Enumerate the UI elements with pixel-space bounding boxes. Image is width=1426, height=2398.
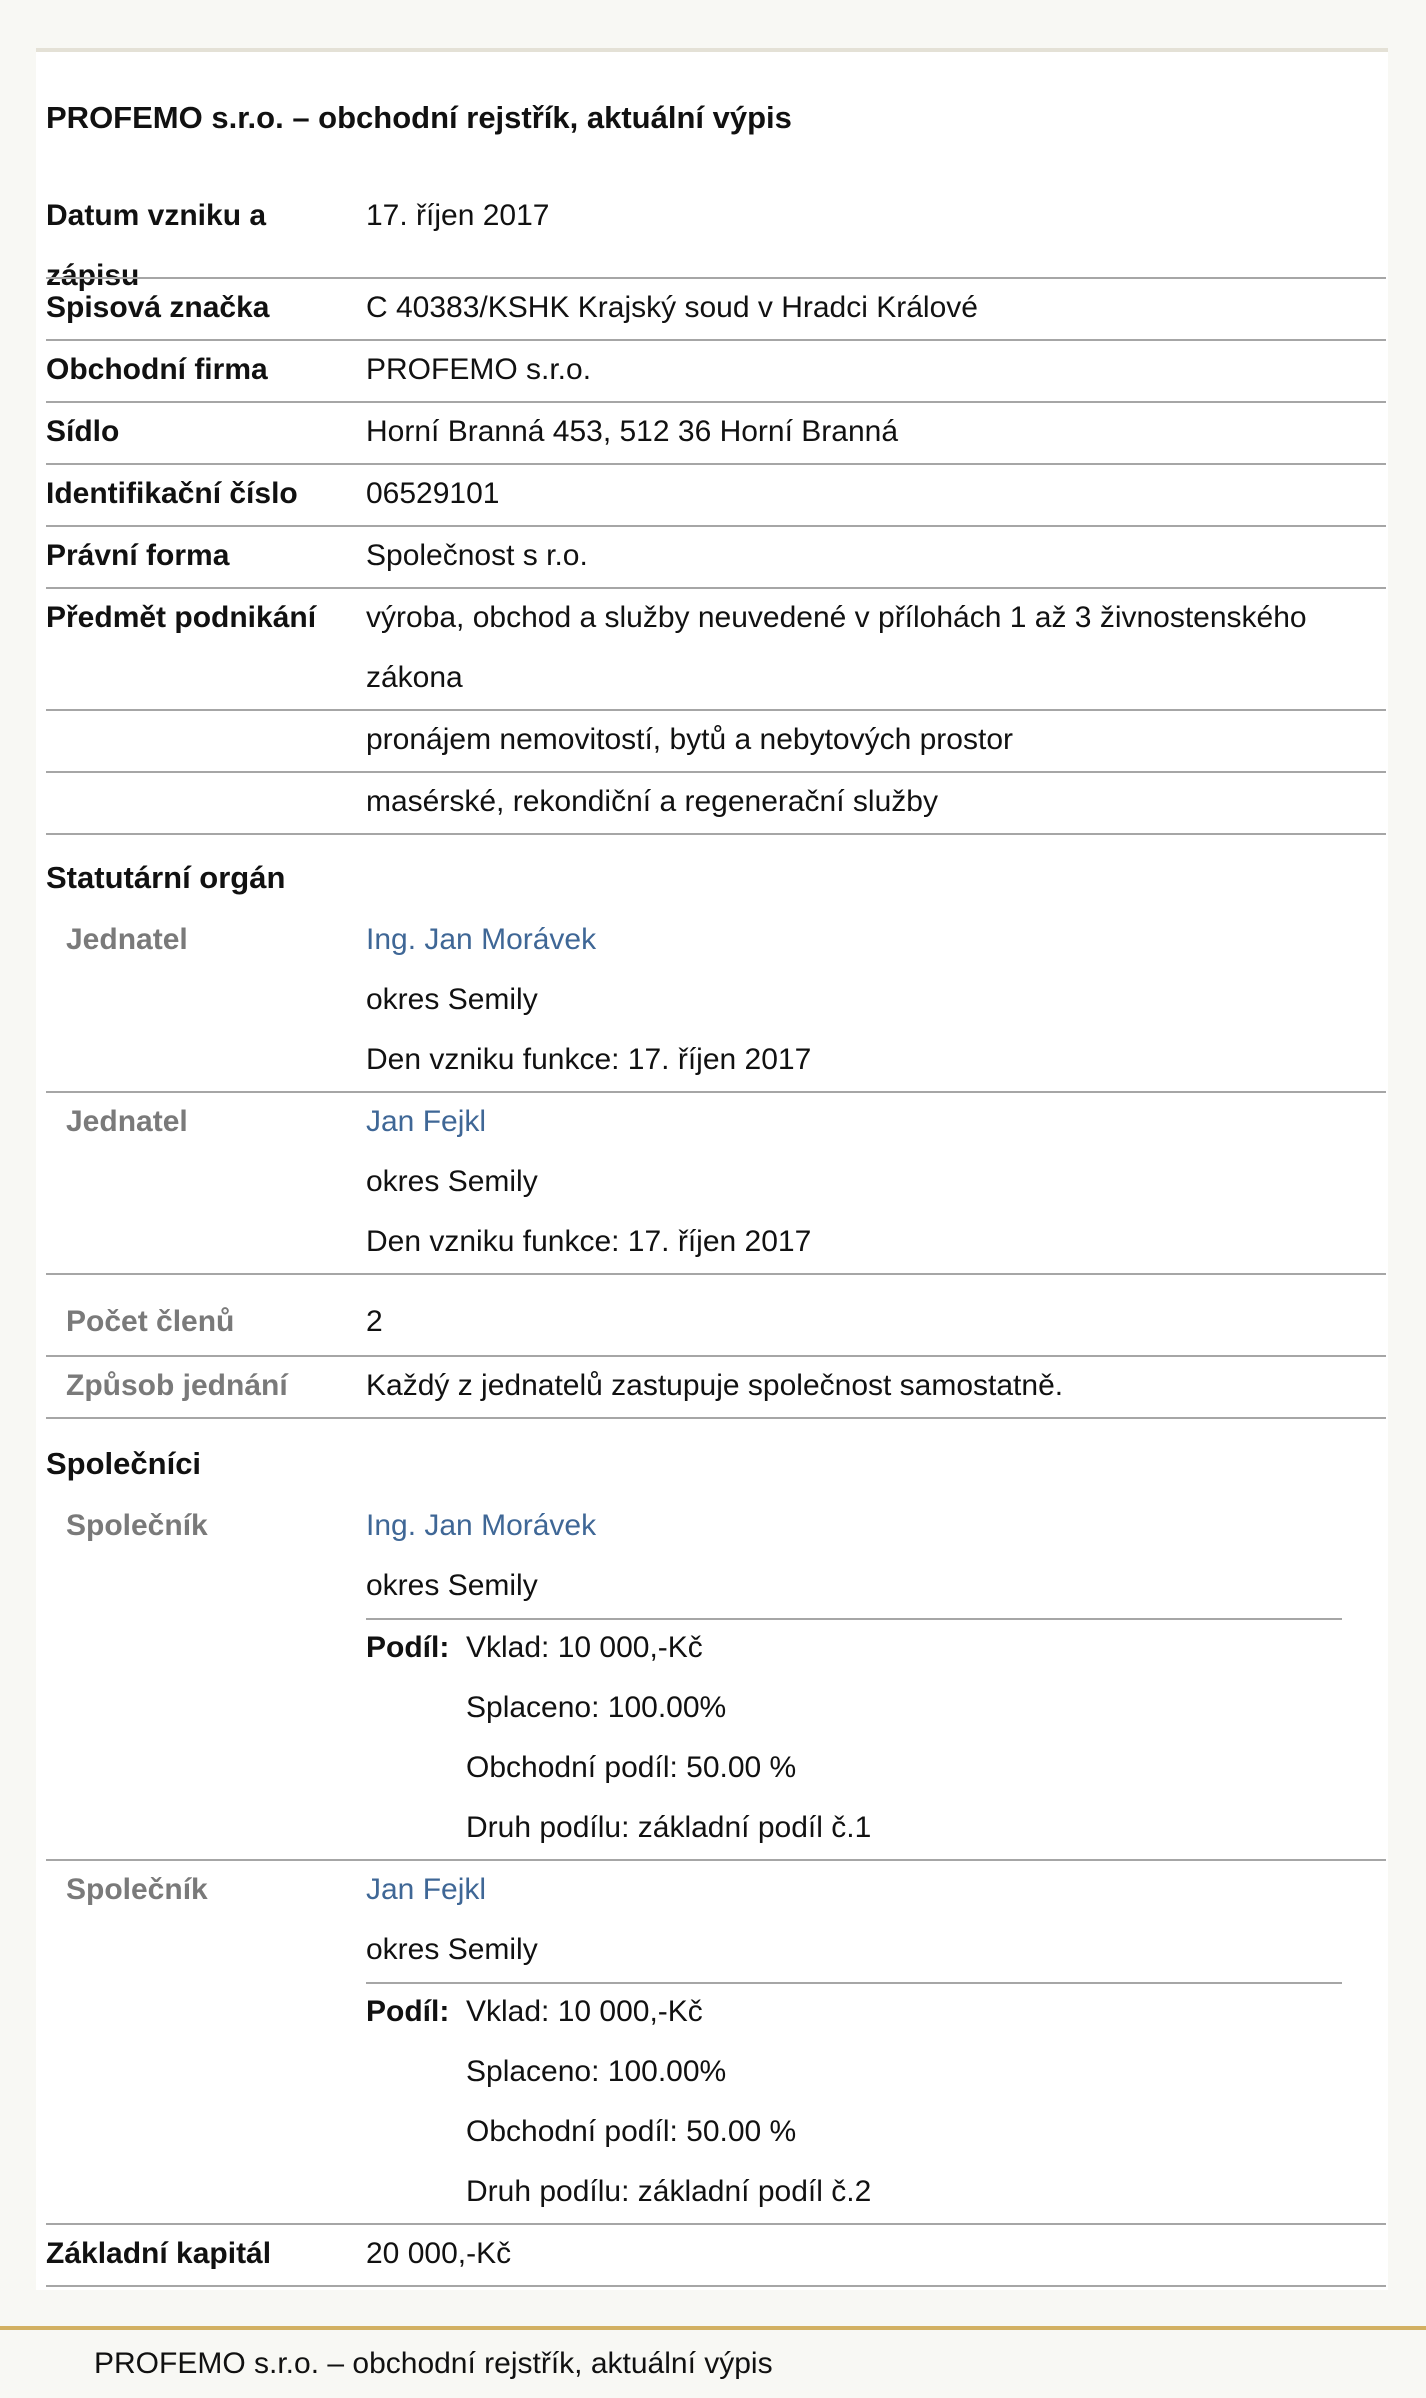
member-name-link[interactable]: Jan Fejkl [366, 1105, 487, 1138]
podil-vklad: Vklad: 10 000,-Kč [466, 1631, 703, 1664]
datum-label: Datum vzniku a zápisu [46, 199, 267, 292]
ico-label: Identifikační číslo [46, 477, 298, 510]
divider [46, 833, 1386, 835]
predmet-value-3: masérské, rekondiční a regenerační služby [366, 785, 938, 818]
member-name-link[interactable]: Ing. Jan Morávek [366, 923, 597, 956]
podil-label: Podíl: [366, 1631, 450, 1664]
podil-splaceno: Splaceno: 100.00% [466, 2055, 727, 2088]
podil-label: Podíl: [366, 1995, 450, 2028]
predmet-value-1: výroba, obchod a služby neuvedené v přílohách 1 až 3 živnostenského zákona [366, 601, 1307, 694]
forma-label: Právní forma [46, 539, 230, 572]
partner-district: okres Semily [366, 1569, 538, 1602]
partner-name-link[interactable]: Ing. Jan Morávek [366, 1509, 597, 1542]
partner-role: Společník [66, 1873, 208, 1906]
podil-druh: Druh podílu: základní podíl č.2 [466, 2175, 872, 2208]
footer-text: PROFEMO s.r.o. – obchodní rejstřík, aktuální výpis [94, 2347, 773, 2380]
partner-district: okres Semily [366, 1933, 538, 1966]
firma-label: Obchodní firma [46, 353, 268, 386]
podil-druh: Druh podílu: základní podíl č.1 [466, 1811, 872, 1844]
footer-divider [0, 2326, 1426, 2330]
divider [46, 1273, 1386, 1275]
kapital-label: Základní kapitál [46, 2237, 272, 2270]
member-district: okres Semily [366, 983, 538, 1016]
member-role: Jednatel [66, 1105, 188, 1138]
forma-value: Společnost s r.o. [366, 539, 588, 572]
count-value: 2 [366, 1305, 383, 1338]
podil-vklad: Vklad: 10 000,-Kč [466, 1995, 703, 2028]
method-label: Způsob jednání [66, 1369, 288, 1402]
firma-value: PROFEMO s.r.o. [366, 353, 592, 386]
spolecnici-heading: Společníci [46, 1446, 202, 1481]
datum-value: 17. říjen 2017 [366, 199, 550, 232]
sidlo-value: Horní Branná 453, 512 36 Horní Branná [366, 415, 899, 448]
divider [46, 2285, 1386, 2287]
page-title: PROFEMO s.r.o. – obchodní rejstřík, aktuální výpis [46, 100, 792, 135]
podil-obchodni: Obchodní podíl: 50.00 % [466, 1751, 797, 1784]
divider [46, 1859, 1386, 1861]
predmet-label: Předmět podnikání [46, 601, 317, 634]
member-role: Jednatel [66, 923, 188, 956]
partner-role: Společník [66, 1509, 208, 1542]
predmet-value-2: pronájem nemovitostí, bytů a nebytových prostor [366, 723, 1013, 756]
spis-value: C 40383/KSHK Krajský soud v Hradci Králové [366, 291, 978, 324]
podil-obchodni: Obchodní podíl: 50.00 % [466, 2115, 797, 2148]
count-label: Počet členů [66, 1305, 235, 1338]
ico-value: 06529101 [366, 477, 500, 510]
member-since: Den vzniku funkce: 17. říjen 2017 [366, 1225, 812, 1258]
partner-name-link[interactable]: Jan Fejkl [366, 1873, 487, 1906]
method-value: Každý z jednatelů zastupuje společnost samostatně. [366, 1369, 1064, 1402]
spis-label: Spisová značka [46, 291, 270, 324]
member-district: okres Semily [366, 1165, 538, 1198]
member-since: Den vzniku funkce: 17. říjen 2017 [366, 1043, 812, 1076]
divider [46, 1417, 1386, 1419]
sidlo-label: Sídlo [46, 415, 120, 448]
statutarni-heading: Statutární orgán [46, 860, 286, 895]
register-extract [36, 48, 1388, 2290]
divider [46, 1091, 1386, 1093]
kapital-value: 20 000,-Kč [366, 2237, 512, 2270]
podil-splaceno: Splaceno: 100.00% [466, 1691, 727, 1724]
